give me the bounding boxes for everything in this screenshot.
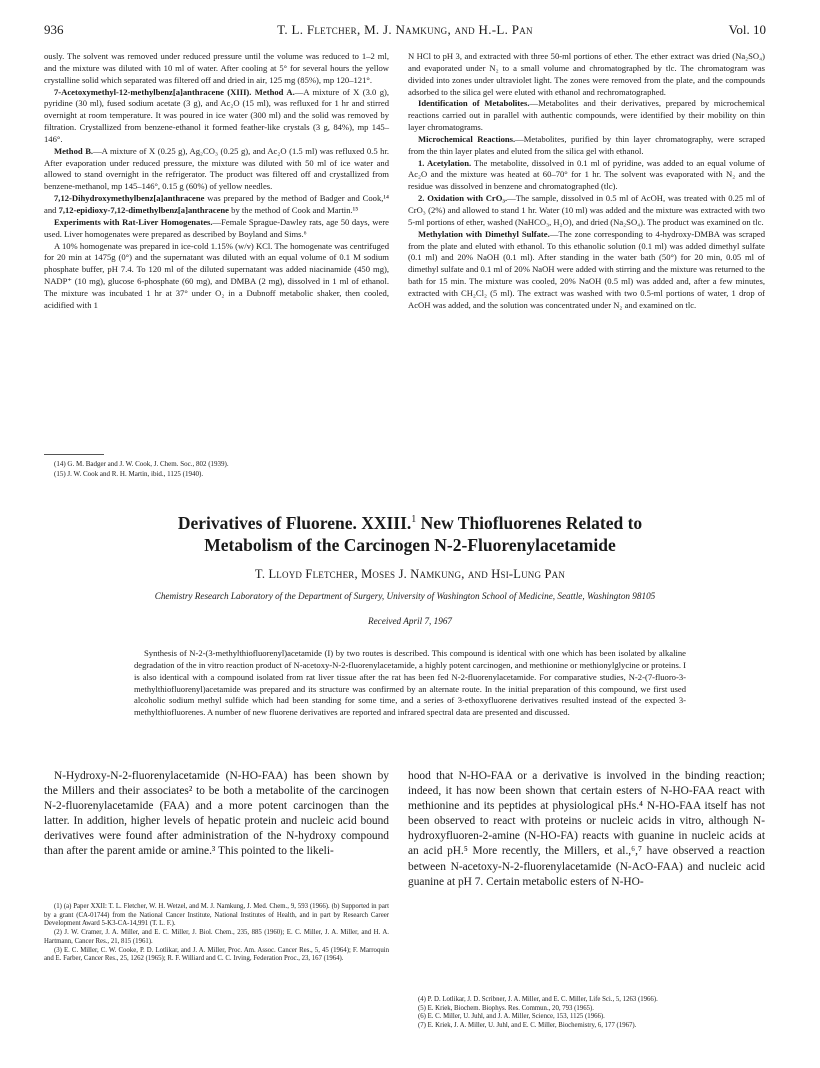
previous-article-right-column (408, 51, 765, 312)
paragraph (44, 87, 389, 146)
paragraph (408, 229, 765, 312)
title-part: Derivatives of Fluorene. XXIII. (177, 512, 412, 533)
title-footnote-mark: 1 (411, 514, 417, 525)
section-heading: Identification of Metabolites. (418, 98, 530, 109)
paragraph (408, 98, 765, 134)
section-heading: Methylation with Dimethyl Sulfate. (418, 228, 550, 239)
running-head-authors: T. L. Fletcher, M. J. Namkung, and H.-L. Pan (277, 22, 533, 37)
paragraph: hood that N-HO-FAA or a derivative is involved in the binding reaction; indeed, it has now been shown that certain esters of N-HO-FAA react with methionine and its peptides at physiological pHs.⁴ N-HO-FAA itself has not been observed to react with proteins or nucleic acids in vitro, although N-hydroxyfluoren-2-amine (N-HO-FA) reacts with guanine in nucleic acids at an acid pH.⁵ More recently, the Millers, et al.,⁶,⁷ have observed a reaction between N-acetoxy-N-2-fluorenylacetamide (N-AcO-FAA) and nucleic acid guanine at pH 7. Certain metabolic esters of N-HO- (408, 770, 765, 888)
page-number: 936 (44, 22, 64, 37)
footnote: (7) E. Kriek, J. A. Miller, U. Juhl, and E. C. Miller, Biochemistry, 6, 177 (1967). (418, 1022, 637, 1030)
section-heading: 1. Acetylation. (418, 157, 472, 168)
volume-number: Vol. 10 (728, 22, 766, 37)
article-footnotes-right (408, 996, 765, 1031)
paragraph-text: —A mixture of X (0.25 g), Ag₂CO₃ (0.25 g), and Ac₂O (1.5 ml) was refluxed 0.5 hr. After evaporation under reduced pressure, the mixture was diluted with 50 ml of ice water and allowed to stand overnight in the refrigerator. The product was filtered off and crystallized from benzene-methanol, mp 145–146°, 0.15 g (60%) of yellow needles. (44, 145, 389, 192)
footnote: (14) G. M. Badger and J. W. Cook, J. Chem. Soc., 802 (1939). (54, 460, 229, 468)
paragraph-text: —Metabolites and their derivatives, prepared by microchemical reactions carried out in parallel with authentic compounds, were identified by their mobility on thin layer chromatograms. (408, 98, 765, 133)
abstract: Synthesis of N-2-(3-methylthiofluorenyl)acetamide (I) by two routes is described. This compound is identical with one which has been isolated by alkaline degradation of the in vitro reaction product of N-acetoxy-N-2-fluorenylacetamide, a highly potent carcinogen, and methionine or methionylglycine or proteins. I is also identical with a compound isolated from rat liver tissue after the rat has been fed N-2-fluorenylacetamide. For comparative studies, N-2-(7-fluoro-3-methylthiofluorenyl)acetamide was prepared and its structure was confirmed by an alternate route. In the initial preparation of this compound, we first used alcoholic sodium methyl sulfide which had been standing for some time, and a series of 3-ethoxyfluorene derivatives resulted instead of the expected 3-methylthiofluorenes. A number of new fluorene derivatives are reported and infrared spectral data are presented and discussed. (134, 648, 686, 718)
compound-name: 7,12-epidioxy-7,12-dimethylbenz[a]anthracene (58, 204, 229, 215)
footnote: (1) (a) Paper XXII: T. L. Fletcher, W. H. Wetzel, and M. J. Namkung, J. Med. Chem., 9, 593 (1966). (b) Supported in part by a grant (CA-01744) from the National Cancer Institute, National Institutes of Health, and in part by Research Career Development Award 5-K3-CA-14,991 (T. L. F.). (44, 903, 389, 928)
paragraph-text: by the method of Cook and Martin.¹⁵ (229, 204, 359, 215)
running-head (44, 22, 766, 42)
paragraph (408, 134, 765, 158)
paragraph-text: —Metabolites, purified by thin layer chromatography, were scraped from the thin layer plates and eluted from the silica gel with ethanol. (408, 133, 765, 156)
footnote: (2) J. W. Cramer, J. A. Miller, and E. C. Miller, J. Biol. Chem., 235, 885 (1960); E. C. Miller, J. A. Miller, and H. A. Hartmann, Cancer Res., 21, 815 (1961). (44, 929, 389, 945)
paragraph (408, 193, 765, 229)
section-heading: 7-Acetoxymethyl-12-methylbenz[a]anthracene (XIII). Method A. (54, 86, 295, 97)
article-authors: T. Lloyd Fletcher, Moses J. Namkung, and Hsi-Lung Pan (254, 567, 566, 581)
received-date: Received April 7, 1967 (367, 616, 453, 626)
article-body-left (44, 769, 389, 860)
title-part: New Thiofluorenes Related to (416, 512, 643, 533)
article-footnotes-left (44, 903, 389, 964)
paragraph: ously. The solvent was removed under reduced pressure until the volume was reduced to 1–2 ml, and the mixture was diluted with 10 ml of water. After cooling at 5° for several hours the yellow crystalline solid which separated was filtered off and dried in air, 125 mg (85%), mp 120–121°. (44, 51, 389, 85)
article-title (60, 509, 760, 556)
footnote: (4) P. D. Lotlikar, J. D. Scribner, J. A. Miller, and E. C. Miller, Life Sci., 5, 1263 (1966). (418, 996, 658, 1003)
paragraph-text: —Female Sprague-Dawley rats, age 50 days, were used. Liver homogenates were prepared as described by Boyland and Sims.⁶ (44, 216, 389, 239)
paragraph (44, 217, 389, 241)
paragraph (408, 158, 765, 194)
paragraph: A 10% homogenate was prepared in ice-cold 1.15% (w/v) KCl. The homogenate was centrifuged for 20 min at 1475g (0°) and the supernatant was diluted with an equal volume of 0.1 M sodium phosphate buffer, pH 7.4. To 120 ml of the diluted supernatant was added niacinamide (450 mg), NADP⁺ (10 mg), glucose 6-phosphate (60 mg), and DMBA (2 mg), dissolved in 1 ml of ethanol. The mixture was incubated 1 hr at 37° under O₂ in a Dubnoff metabolic shaker, then cooled, acidified with 1 (44, 240, 389, 310)
article-affiliation: Chemistry Research Laboratory of the Department of Surgery, University of Washington School of Medicine, Seattle, Washington 98105 (154, 591, 656, 601)
compound-name: 7,12-Dihydroxymethylbenz[a]anthracene (54, 193, 205, 204)
footnote: (6) E. C. Miller, U. Juhl, and J. A. Miller, Science, 153, 1125 (1966). (418, 1013, 605, 1021)
paragraph-text: —A mixture of X (3.0 g), pyridine (30 ml), fused sodium acetate (3 g), and Ac₂O (15 ml), was refluxed for 1 hr and stirred overnight at room temperature. It was poured in ice water (300 ml) and the solid was removed by filtration. Crystallized from benzene-ethanol it formed feather-like crystals (3 g, 84%), mp 145–146°. (44, 86, 390, 144)
article-body-right (408, 769, 765, 890)
section-heading: Microchemical Reactions. (418, 133, 516, 144)
paragraph-text: —The sample, dissolved in 0.5 ml of AcOH, was treated with 0.25 ml of CrO₃ (2%) and allowed to stand 1 hr. Water (10 ml) was added and the mixture was extracted with two 5-ml portions of ether, washed (NaHCO₃, H₂O), and dried (Na₂SO₄). The product was examined on tlc. (408, 193, 766, 227)
title-part: Metabolism of the Carcinogen N-2-Fluorenylacetamide (204, 534, 616, 555)
paragraph: N-Hydroxy-N-2-fluorenylacetamide (N-HO-FAA) has been shown by the Millers and their associates² to be both a metabolite of the carcinogen N-2-fluorenylacetamide (FAA) and a more potent carcinogen than the latter. In addition, higher levels of hepatic protein and nucleic acid bound derivatives were found after administration of the N-hydroxy compound than after the parent amide or amine.³ This pointed to the likeli- (44, 770, 389, 858)
paragraph (44, 146, 389, 193)
section-heading: Method B. (54, 145, 94, 156)
paragraph-text: The metabolite, dissolved in 0.1 ml of pyridine, was added to an equal volume of Ac₂O and the mixture was heated at 60–70° for 1 hr. The solvent was evaporated with N₂ and the residue was dissolved in benzene and chromatographed (tlc). (408, 157, 765, 192)
previous-article-left-column (44, 51, 389, 312)
paragraph (44, 193, 389, 217)
footnote: (3) E. C. Miller, C. W. Cooke, P. D. Lotlikar, and J. A. Miller, Proc. Am. Assoc. Cancer Res., 5, 45 (1964); F. Marroquin and E. Farber, Cancer Res., 25, 1262 (1965); R. F. Williard and C. C. Irving, Federation Proc., 23, 167 (1964). (44, 946, 389, 963)
footnote-rule (44, 454, 104, 455)
paragraph: N HCl to pH 3, and extracted with three 50-ml portions of ether. The ether extract was dried (Na₂SO₄) and evaporated under N₂ to a small volume and chromatographed by tlc. The chromatogram was divided into zones under ultraviolet light. The zones were removed from the plate, and the compounds adsorbed to the silica gel were eluted with ethanol and rechromatographed. (408, 51, 765, 97)
section-heading: 2. Oxidation with CrO₃. (418, 193, 508, 204)
paragraph-text: —The zone corresponding to 4-hydroxy-DMBA was scraped from the plate and eluted with ethanol. To this ethanolic solution (0.1 ml) was added dimethyl sulfate (0.1 ml) and 20% NaOH (0.1 ml). After standing in the water bath (50°) for 20 min, 0.05 ml of dimethyl sulfate and 0.1 ml of 20% NaOH were added with stirring and the mixture was returned to the bath for 15 min. The mixture was cooled, 20% NaOH (0.5 ml) was added and, after a few minutes, extracted with CH₂Cl₂ (5 ml). The extract was washed with two 0.5-ml portions of water, 1 drop of AcOH was added, and the solution was concentrated under N₂ and examined on tlc. (408, 228, 765, 310)
section-heading: Experiments with Rat-Liver Homogenates. (54, 216, 213, 227)
paragraph-text: was prepared by the method of Badger and Cook,¹⁴ and (44, 193, 389, 215)
footnote: (5) E. Kriek, Biochem. Biophys. Res. Commun., 20, 793 (1965). (418, 1004, 594, 1012)
footnote: (15) J. W. Cook and R. H. Martin, ibid., 1125 (1940). (54, 470, 204, 478)
